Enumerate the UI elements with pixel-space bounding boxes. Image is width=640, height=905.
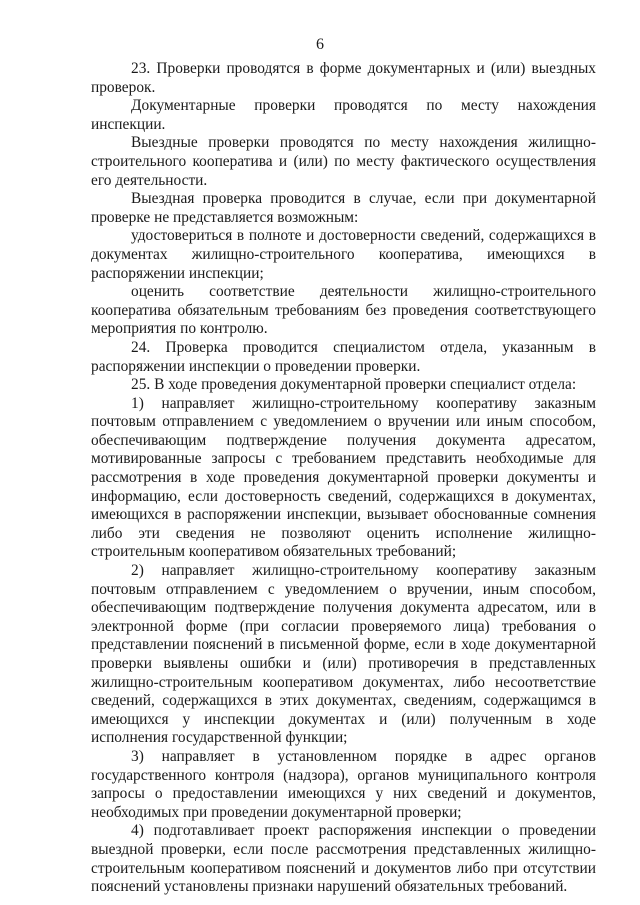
paragraph-verify-completeness: удостовериться в полноте и достоверности сведений, содержащихся в документах жилищно-строительного кооператива, имеющихся в распоряжении инспекции; [91, 227, 596, 282]
list-item-1: 1) направляет жилищно-строительному кооперативу заказным почтовым отправлением с уведомлением о вручении или иным способом, обеспечивающим подтверждение получения документа адресатом, мотивированные запросы с требованием представить необходимые для рассмотрения в ходе проведения документарной проверки документы и информацию, если достоверность сведений, содержащихся в документах, имеющихся в распоряжении инспекции, вызывает обоснованные сомнения либо эти сведения не позволяют оценить исполнение жилищно-строительным кооперативом обязательных требований; [91, 394, 596, 561]
paragraph-24: 24. Проверка проводится специалистом отдела, указанным в распоряжении инспекции о проведении проверки. [91, 338, 596, 375]
paragraph-onsite-conditions: Выездная проверка проводится в случае, если при документарной проверке не представляется возможным: [91, 190, 596, 226]
list-item-4: 4) подготавливает проект распоряжения инспекции о проведении выездной проверки, если после рассмотрения представленных жилищно-строительным кооперативом пояснений и документов либо при отсутствии пояснений установлены признаки нарушений обязательных требований. [91, 822, 596, 896]
document-body [91, 60, 596, 897]
list-item-2: 2) направляет жилищно-строительному кооперативу заказным почтовым отправлением с уведомлением о вручении, иным способом, обеспечивающим подтверждение получения документа адресатом, или в электронной форме (при согласии проверяемого лица) требования о представлении пояснений в письменной форме, если в ходе документарной проверки выявлены ошибки и (или) противоречия в представленных жилищно-строительным кооперативом документах, либо несоответствие сведений, содержащихся в этих документах, сведениям, содержащимся в имеющихся у инспекции документах и (или) полученным в ходе исполнения государственной функции; [91, 562, 596, 747]
paragraph-assess-compliance: оценить соответствие деятельности жилищно-строительного кооператива обязательным требованиям без проведения соответствующего мероприятия по контролю. [91, 283, 596, 338]
paragraph-25: 25. В ходе проведения документарной проверки специалист отдела: [131, 376, 577, 394]
paragraph-onsite-checks: Выездные проверки проводятся по месту нахождения жилищно-строительного кооператива и (или) по месту фактического осуществления его деятельности. [91, 134, 596, 189]
paragraph-documentary-checks: Документарные проверки проводятся по месту нахождения инспекции. [91, 97, 596, 133]
page-number: 6 [316, 36, 324, 53]
paragraph-23: 23. Проверки проводятся в форме документарных и (или) выездных проверок. [91, 60, 596, 96]
list-item-3: 3) направляет в установленном порядке в адрес органов государственного контроля (надзора), органов муниципального контроля запросы о предоставлении имеющихся у них сведений и документов, необходимых при проведении документарной проверки; [91, 747, 596, 821]
